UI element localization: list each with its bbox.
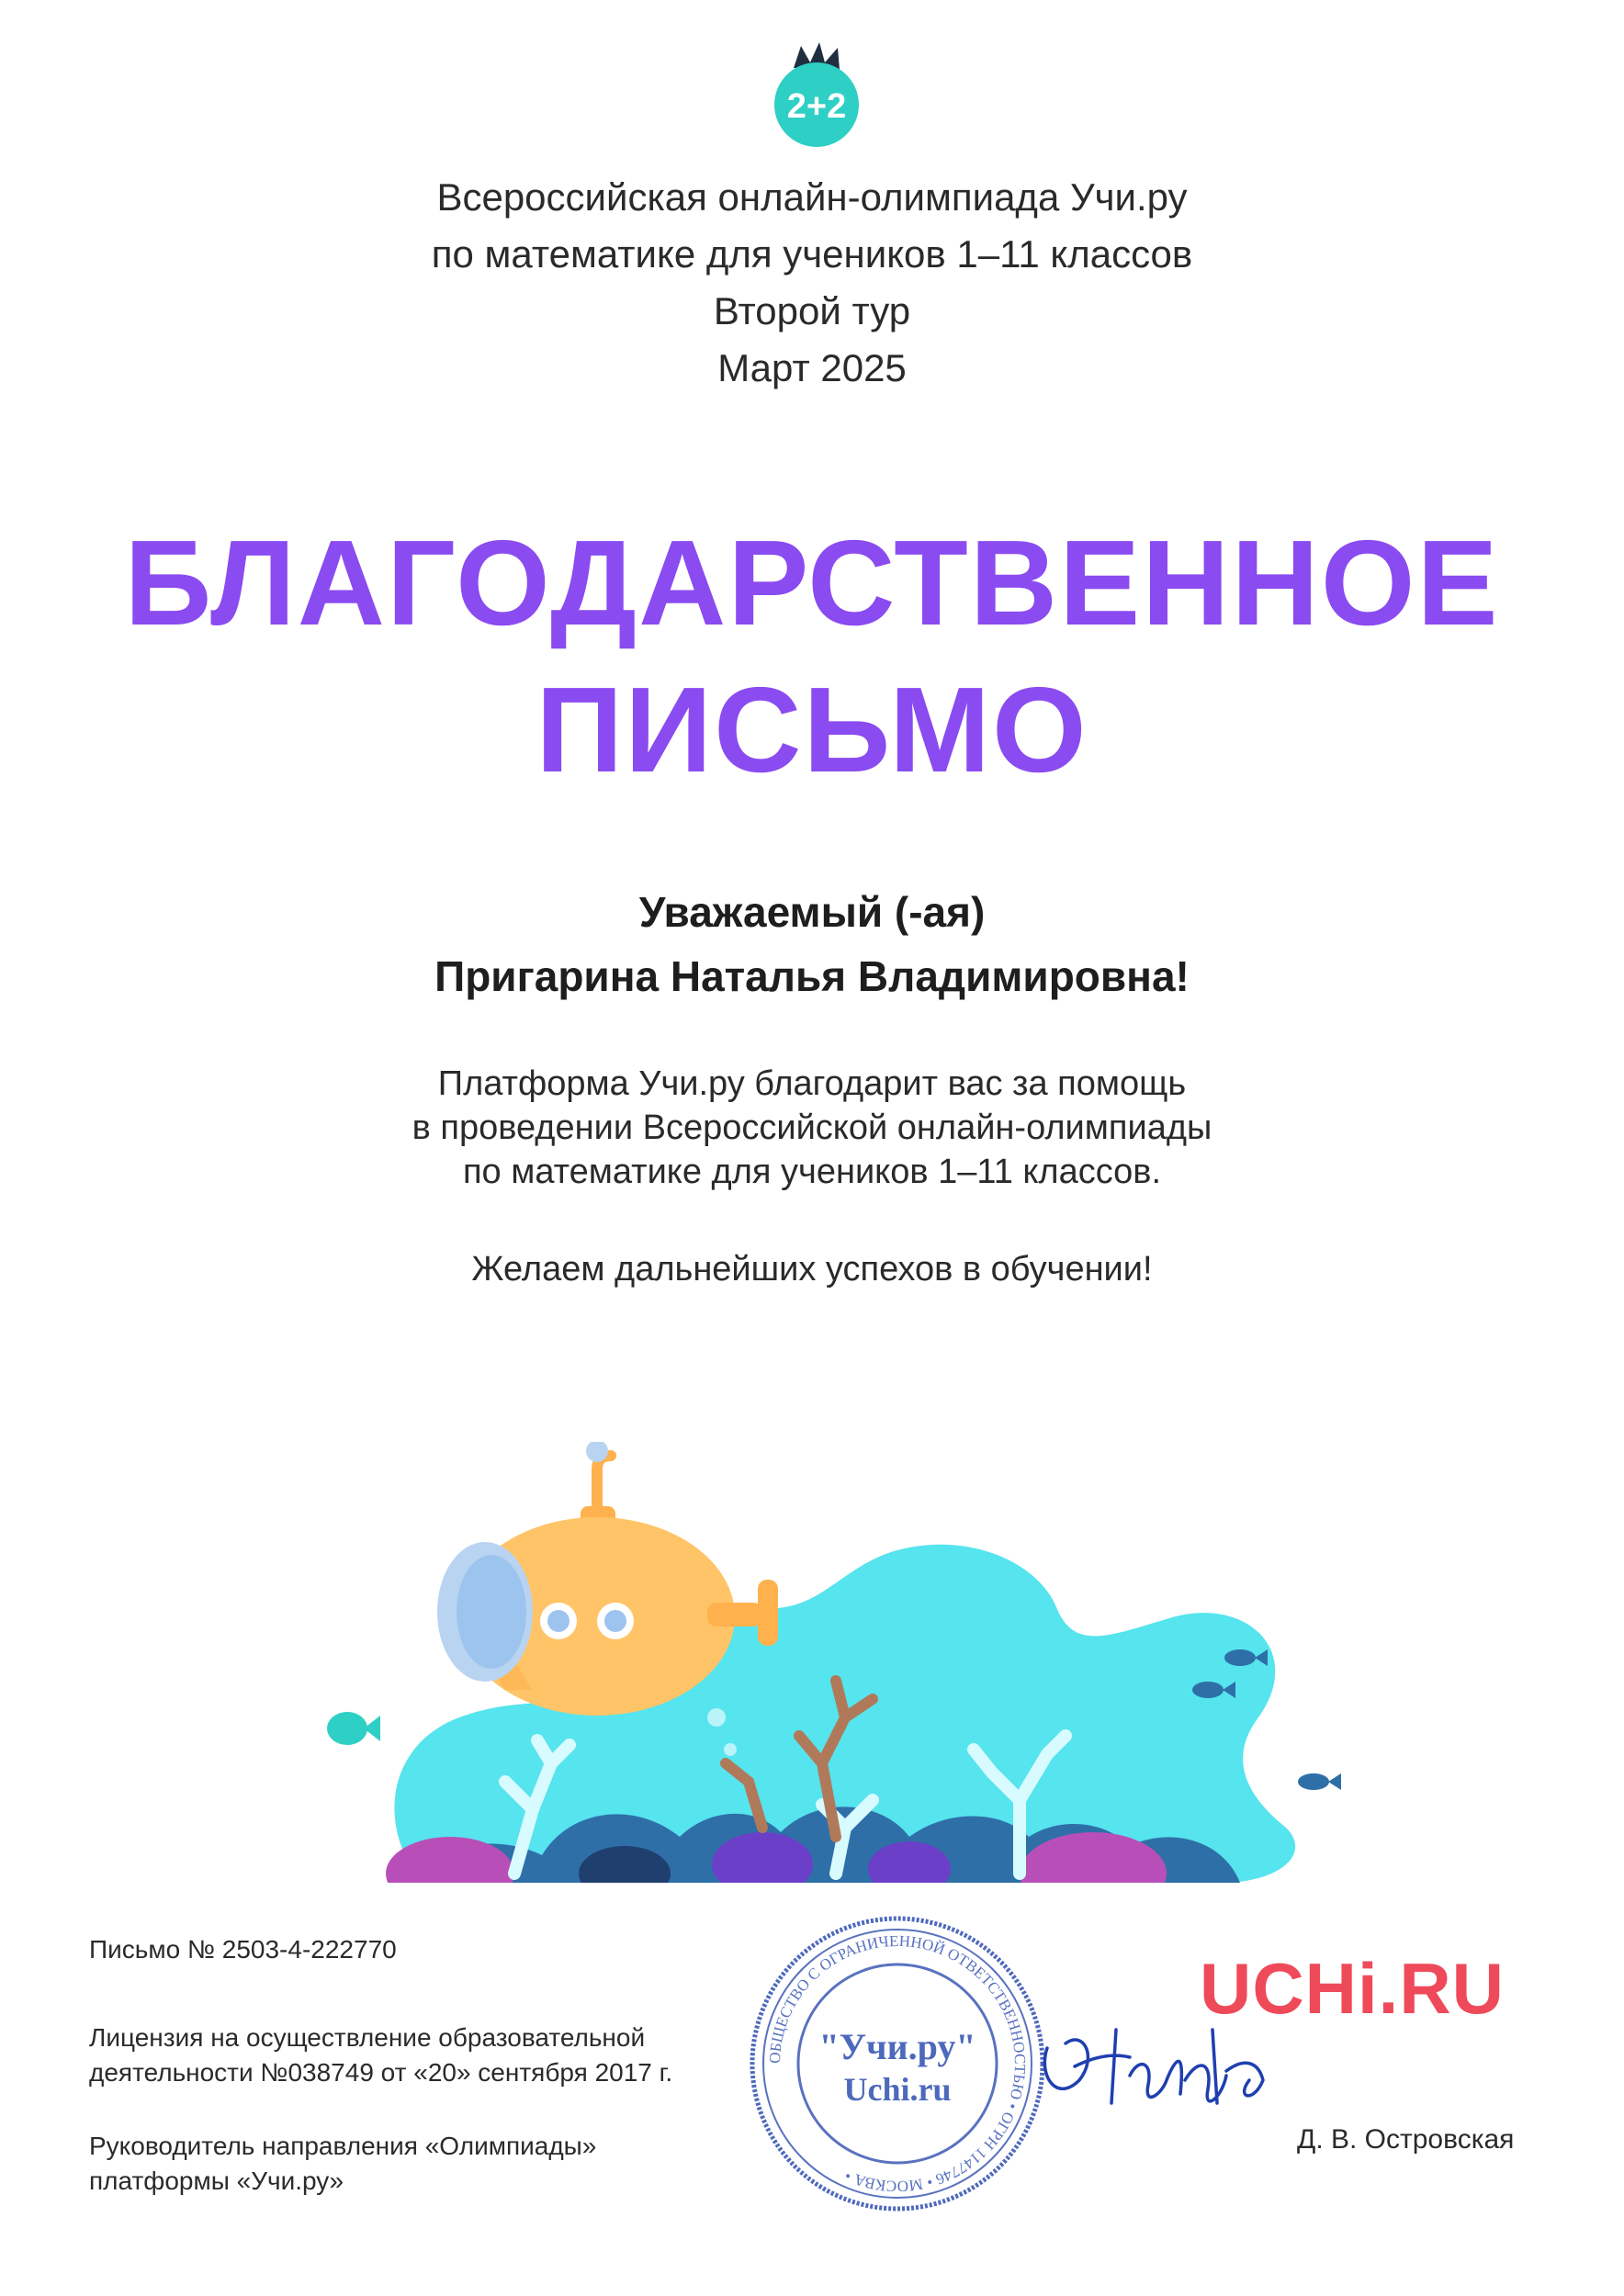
company-stamp bbox=[746, 1912, 1049, 2215]
letter-number: Письмо № 2503-4-222770 bbox=[89, 1935, 397, 1964]
greeting bbox=[0, 880, 1624, 1008]
body-line-2: в проведении Всероссийской онлайн-олимпиады bbox=[412, 1109, 1212, 1147]
olympiad-header bbox=[0, 169, 1624, 397]
body-line-3: по математике для учеников 1–11 классов. bbox=[462, 1153, 1162, 1191]
header-line-round: Второй тур bbox=[713, 289, 911, 332]
letter-body bbox=[0, 1062, 1624, 1194]
stamp-center-line-1: "Учи.ру" bbox=[818, 2026, 976, 2067]
header-line-subject: по математике для учеников 1–11 классов bbox=[431, 232, 1193, 276]
role-line-1: Руководитель направления «Олимпиады» bbox=[89, 2132, 597, 2160]
letter-title bbox=[0, 510, 1624, 804]
fish-outside bbox=[327, 1712, 380, 1745]
role-line-2: платформы «Учи.ру» bbox=[89, 2167, 344, 2195]
uchi-brand-logo: UCHi.RU bbox=[1200, 1948, 1505, 2029]
recipient-name: Пригарина Наталья Владимировна! bbox=[434, 952, 1190, 1000]
header-line-olympiad: Всероссийская онлайн-олимпиада Учи.ру bbox=[436, 175, 1188, 219]
wish-line: Желаем дальнейших успехов в обучении! bbox=[471, 1250, 1153, 1289]
uchi-logo-badge bbox=[766, 40, 867, 151]
license-info bbox=[89, 2020, 672, 2090]
license-line-2: деятельности №038749 от «20» сентября 2017 г. bbox=[89, 2058, 673, 2087]
stamp-center-line-2: Uchi.ru bbox=[843, 2071, 952, 2108]
body-line-1: Платформа Учи.ру благодарит вас за помощь bbox=[437, 1064, 1187, 1103]
license-line-1: Лицензия на осуществление образовательной bbox=[89, 2023, 646, 2052]
logo-text: 2+2 bbox=[786, 87, 847, 126]
signer-role bbox=[89, 2129, 596, 2199]
stamp-ring-text: ОБЩЕСТВО С ОГРАНИЧЕННОЙ ОТВЕТСТВЕННОСТЬЮ • ОГРН 1147746 • МОСКВА • bbox=[765, 1931, 1030, 2196]
submarine-underwater-illustration bbox=[321, 1442, 1341, 1883]
title-line-1: БЛАГОДАРСТВЕННОЕ bbox=[124, 515, 1500, 650]
salutation: Уважаемый (-ая) bbox=[638, 888, 986, 936]
header-line-date: Март 2025 bbox=[717, 346, 907, 389]
title-line-2: ПИСЬМО bbox=[536, 662, 1088, 797]
signer-name: Д. В. Островская bbox=[1297, 2124, 1515, 2155]
